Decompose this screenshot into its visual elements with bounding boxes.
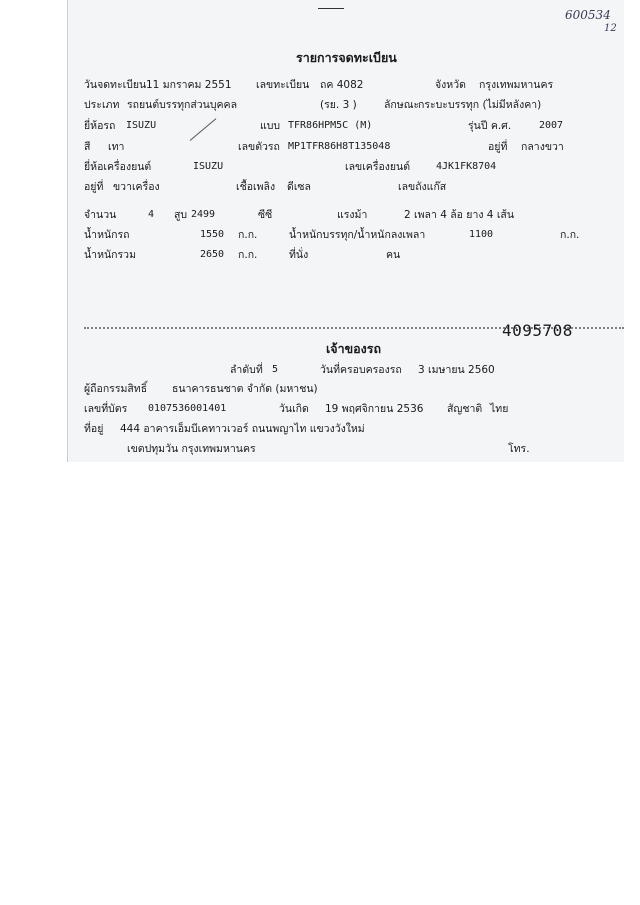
- address-value: 444 อาคารเอ็มบีเคทาวเวอร์ ถนนพญาไท แขวงวังใหม่: [120, 423, 365, 435]
- engine-brand-label: ยี่ห้อเครื่องยนต์: [84, 161, 152, 173]
- owner-order-label: ลำดับที่: [230, 364, 263, 376]
- axle-value: 2 เพลา 4 ล้อ ยาง 4 เส้น: [404, 209, 514, 221]
- feature-value: กระบะบรรทุก (ไม่มีหลังคา): [418, 99, 542, 111]
- chassis-location-value: กลางขวา: [521, 141, 564, 153]
- owner-heading: เจ้าของรถ: [326, 341, 382, 356]
- engine-no-value: 4JK1FK8704: [436, 161, 497, 172]
- reg-no-value: ถค 4082: [320, 79, 364, 91]
- type-label: ประเภท: [84, 99, 120, 111]
- chassis-location-label: อยู่ที่: [488, 141, 508, 153]
- engine-no-label: เลขเครื่องยนต์: [345, 161, 411, 173]
- handwritten-ref: 600534: [565, 8, 611, 22]
- brand-label: ยี่ห้อรถ: [84, 120, 116, 132]
- cc-label: ซีซี: [258, 209, 273, 221]
- reg-date-label: วันจดทะเบียน: [84, 79, 147, 91]
- nationality-label: สัญชาติ: [447, 403, 483, 415]
- load-unit: ก.ก.: [560, 229, 580, 241]
- gross-weight-unit: ก.ก.: [238, 249, 258, 261]
- possession-date-label: วันที่ครอบครองรถ: [320, 364, 402, 376]
- address-label: ที่อยู่: [84, 423, 104, 435]
- nationality-value: ไทย: [490, 403, 509, 415]
- type-value: รถยนต์บรรทุกส่วนบุคคล: [127, 99, 237, 111]
- scan-edge: [67, 0, 68, 462]
- cc-value: 2499: [191, 209, 216, 220]
- count-label: จำนวน: [84, 209, 117, 221]
- year-label: รุ่นปี ค.ศ.: [468, 120, 512, 132]
- gross-weight-label: น้ำหนักรวม: [84, 249, 136, 261]
- province-label: จังหวัด: [435, 79, 466, 91]
- model-value: TFR86HPM5C (M): [288, 120, 373, 131]
- color-value: เทา: [108, 141, 125, 153]
- seat-unit: คน: [386, 249, 401, 261]
- chassis-label: เลขตัวรถ: [238, 141, 280, 153]
- cylinder-label: สูบ: [174, 209, 188, 221]
- count-value: 4: [148, 209, 155, 220]
- type-code: (รย. 3 ): [320, 99, 357, 111]
- load-value: 1100: [469, 229, 494, 240]
- birth-date-value: 19 พฤศจิกายน 2536: [325, 403, 424, 415]
- engine-brand-value: ISUZU: [193, 161, 224, 172]
- owner-order-value: 5: [272, 364, 279, 375]
- hp-label: แรงม้า: [337, 209, 368, 221]
- top-mark: [318, 8, 344, 9]
- brand-value: ISUZU: [126, 120, 157, 131]
- serial-number: 4095708: [502, 321, 573, 340]
- owner-name-label: ผู้ถือกรรมสิทธิ์: [84, 383, 148, 395]
- engine-location-label: อยู่ที่: [84, 181, 104, 193]
- handwritten-ref-page: 12: [604, 23, 617, 34]
- gas-tank-label: เลขถังแก๊ส: [398, 181, 447, 193]
- color-label: สี: [84, 141, 91, 153]
- weight-unit: ก.ก.: [238, 229, 258, 241]
- owner-name-value: ธนาคารธนชาต จำกัด (มหาชน): [172, 383, 318, 395]
- reg-date-value: 11 มกราคม 2551: [146, 79, 232, 91]
- load-label: น้ำหนักบรรทุก/น้ำหนักลงเพลา: [289, 229, 426, 241]
- possession-date-value: 3 เมษายน 2560: [418, 364, 495, 376]
- document-title: รายการจดทะเบียน: [296, 50, 397, 65]
- phone-label: โทร.: [508, 443, 530, 455]
- chassis-value: MP1TFR86H8T135048: [288, 141, 391, 152]
- district-value: เขตปทุมวัน กรุงเทพมหานคร: [127, 443, 256, 455]
- gross-weight-value: 2650: [200, 249, 225, 260]
- weight-value: 1550: [200, 229, 225, 240]
- year-value: 2007: [539, 120, 564, 131]
- weight-label: น้ำหนักรถ: [84, 229, 130, 241]
- reg-no-label: เลขทะเบียน: [256, 79, 310, 91]
- feature-label: ลักษณะ: [384, 99, 420, 111]
- engine-location-value: ขวาเครื่อง: [113, 181, 160, 193]
- fuel-label: เชื้อเพลิง: [236, 181, 276, 193]
- province-value: กรุงเทพมหานคร: [479, 79, 554, 91]
- seat-label: ที่นั่ง: [289, 249, 309, 261]
- fuel-value: ดีเซล: [287, 181, 311, 193]
- card-no-label: เลขที่บัตร: [84, 403, 128, 415]
- birth-date-label: วันเกิด: [279, 403, 309, 415]
- card-no-value: 0107536001401: [148, 403, 227, 414]
- model-label: แบบ: [260, 120, 281, 132]
